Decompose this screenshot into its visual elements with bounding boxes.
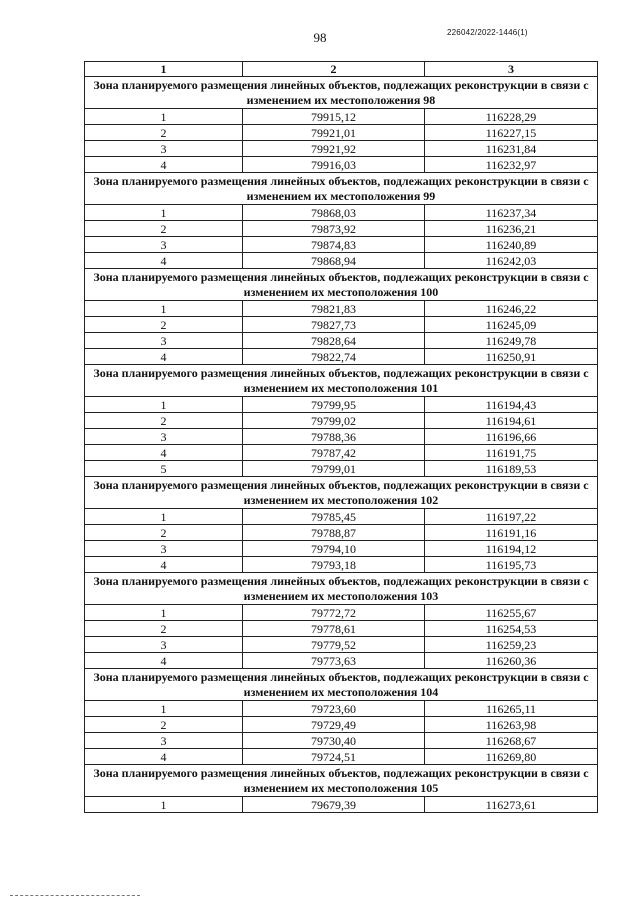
table-row	[85, 301, 598, 317]
table-row	[85, 461, 598, 477]
x-coordinate-cell: 79868,94	[243, 253, 425, 269]
zone-title: Зона планируемого размещения линейных объектов, подлежащих реконструкции в связи с изменением их местоположения 105	[85, 765, 598, 797]
x-coordinate-cell: 79788,87	[243, 525, 425, 541]
point-number-cell: 5	[85, 461, 243, 477]
x-coordinate-cell: 79779,52	[243, 637, 425, 653]
y-coordinate-cell: 116245,09	[425, 317, 598, 333]
zone-title: Зона планируемого размещения линейных объектов, подлежащих реконструкции в связи с изменением их местоположения 104	[85, 669, 598, 701]
y-coordinate-cell: 116196,66	[425, 429, 598, 445]
y-coordinate-cell: 116260,36	[425, 653, 598, 669]
x-coordinate-cell: 79773,63	[243, 653, 425, 669]
point-number-cell: 2	[85, 125, 243, 141]
table-row	[85, 349, 598, 365]
y-coordinate-cell: 116242,03	[425, 253, 598, 269]
table-row	[85, 509, 598, 525]
table-row	[85, 653, 598, 669]
table-row	[85, 429, 598, 445]
table-row	[85, 109, 598, 125]
column-header: 1	[85, 62, 243, 77]
zone-title-row	[85, 573, 598, 605]
point-number-cell: 4	[85, 157, 243, 173]
y-coordinate-cell: 116232,97	[425, 157, 598, 173]
y-coordinate-cell: 116195,73	[425, 557, 598, 573]
point-number-cell: 4	[85, 749, 243, 765]
column-header: 3	[425, 62, 598, 77]
point-number-cell: 3	[85, 141, 243, 157]
y-coordinate-cell: 116263,98	[425, 717, 598, 733]
x-coordinate-cell: 79799,01	[243, 461, 425, 477]
y-coordinate-cell: 116254,53	[425, 621, 598, 637]
x-coordinate-cell: 79915,12	[243, 109, 425, 125]
x-coordinate-cell: 79788,36	[243, 429, 425, 445]
zone-title: Зона планируемого размещения линейных объектов, подлежащих реконструкции в связи с изменением их местоположения 98	[85, 77, 598, 109]
table-row	[85, 749, 598, 765]
x-coordinate-cell: 79794,10	[243, 541, 425, 557]
point-number-cell: 3	[85, 237, 243, 253]
zone-title-row	[85, 365, 598, 397]
point-number-cell: 3	[85, 733, 243, 749]
table-body	[85, 77, 598, 813]
table-row	[85, 333, 598, 349]
y-coordinate-cell: 116249,78	[425, 333, 598, 349]
table-row	[85, 125, 598, 141]
point-number-cell: 2	[85, 221, 243, 237]
zone-title-row	[85, 765, 598, 797]
table-row	[85, 557, 598, 573]
point-number-cell: 4	[85, 653, 243, 669]
table-row	[85, 637, 598, 653]
point-number-cell: 2	[85, 317, 243, 333]
zone-title: Зона планируемого размещения линейных объектов, подлежащих реконструкции в связи с изменением их местоположения 103	[85, 573, 598, 605]
table-header-row	[85, 62, 598, 77]
x-coordinate-cell: 79874,83	[243, 237, 425, 253]
point-number-cell: 1	[85, 797, 243, 813]
point-number-cell: 2	[85, 525, 243, 541]
zone-title-row	[85, 77, 598, 109]
point-number-cell: 2	[85, 621, 243, 637]
x-coordinate-cell: 79730,40	[243, 733, 425, 749]
table-row	[85, 317, 598, 333]
point-number-cell: 3	[85, 333, 243, 349]
x-coordinate-cell: 79828,64	[243, 333, 425, 349]
y-coordinate-cell: 116255,67	[425, 605, 598, 621]
zone-title: Зона планируемого размещения линейных объектов, подлежащих реконструкции в связи с изменением их местоположения 101	[85, 365, 598, 397]
x-coordinate-cell: 79873,92	[243, 221, 425, 237]
y-coordinate-cell: 116189,53	[425, 461, 598, 477]
y-coordinate-cell: 116231,84	[425, 141, 598, 157]
x-coordinate-cell: 79724,51	[243, 749, 425, 765]
table-row	[85, 237, 598, 253]
y-coordinate-cell: 116246,22	[425, 301, 598, 317]
table-row	[85, 253, 598, 269]
x-coordinate-cell: 79921,01	[243, 125, 425, 141]
point-number-cell: 4	[85, 253, 243, 269]
x-coordinate-cell: 79772,72	[243, 605, 425, 621]
x-coordinate-cell: 79729,49	[243, 717, 425, 733]
point-number-cell: 2	[85, 413, 243, 429]
zone-title-row	[85, 477, 598, 509]
point-number-cell: 4	[85, 445, 243, 461]
table-row	[85, 717, 598, 733]
table-row	[85, 445, 598, 461]
point-number-cell: 1	[85, 205, 243, 221]
point-number-cell: 3	[85, 637, 243, 653]
y-coordinate-cell: 116228,29	[425, 109, 598, 125]
y-coordinate-cell: 116236,21	[425, 221, 598, 237]
y-coordinate-cell: 116259,23	[425, 637, 598, 653]
table-row	[85, 733, 598, 749]
y-coordinate-cell: 116250,91	[425, 349, 598, 365]
table-row	[85, 701, 598, 717]
x-coordinate-cell: 79723,60	[243, 701, 425, 717]
y-coordinate-cell: 116227,15	[425, 125, 598, 141]
column-header: 2	[243, 62, 425, 77]
y-coordinate-cell: 116191,16	[425, 525, 598, 541]
table-row	[85, 797, 598, 813]
point-number-cell: 1	[85, 397, 243, 413]
x-coordinate-cell: 79778,61	[243, 621, 425, 637]
table-row	[85, 541, 598, 557]
table-row	[85, 397, 598, 413]
scan-footer-mark	[10, 895, 140, 897]
x-coordinate-cell: 79793,18	[243, 557, 425, 573]
x-coordinate-cell: 79916,03	[243, 157, 425, 173]
x-coordinate-cell: 79868,03	[243, 205, 425, 221]
zone-title-row	[85, 669, 598, 701]
point-number-cell: 1	[85, 301, 243, 317]
y-coordinate-cell: 116191,75	[425, 445, 598, 461]
zone-title: Зона планируемого размещения линейных объектов, подлежащих реконструкции в связи с изменением их местоположения 102	[85, 477, 598, 509]
y-coordinate-cell: 116265,11	[425, 701, 598, 717]
table-row	[85, 605, 598, 621]
point-number-cell: 1	[85, 509, 243, 525]
zone-title-row	[85, 269, 598, 301]
zone-title: Зона планируемого размещения линейных объектов, подлежащих реконструкции в связи с изменением их местоположения 99	[85, 173, 598, 205]
y-coordinate-cell: 116197,22	[425, 509, 598, 525]
point-number-cell: 1	[85, 605, 243, 621]
y-coordinate-cell: 116240,89	[425, 237, 598, 253]
x-coordinate-cell: 79787,42	[243, 445, 425, 461]
y-coordinate-cell: 116273,61	[425, 797, 598, 813]
zone-title-row	[85, 173, 598, 205]
y-coordinate-cell: 116268,67	[425, 733, 598, 749]
y-coordinate-cell: 116194,43	[425, 397, 598, 413]
point-number-cell: 4	[85, 557, 243, 573]
zone-title: Зона планируемого размещения линейных объектов, подлежащих реконструкции в связи с изменением их местоположения 100	[85, 269, 598, 301]
table-row	[85, 221, 598, 237]
y-coordinate-cell: 116269,80	[425, 749, 598, 765]
x-coordinate-cell: 79822,74	[243, 349, 425, 365]
coordinates-table	[84, 61, 598, 813]
point-number-cell: 3	[85, 429, 243, 445]
point-number-cell: 3	[85, 541, 243, 557]
table-row	[85, 525, 598, 541]
y-coordinate-cell: 116237,34	[425, 205, 598, 221]
page-number: 98	[313, 30, 327, 45]
table-row	[85, 621, 598, 637]
x-coordinate-cell: 79827,73	[243, 317, 425, 333]
table-row	[85, 157, 598, 173]
point-number-cell: 2	[85, 717, 243, 733]
x-coordinate-cell: 79821,83	[243, 301, 425, 317]
point-number-cell: 1	[85, 109, 243, 125]
x-coordinate-cell: 79799,02	[243, 413, 425, 429]
table-row	[85, 413, 598, 429]
x-coordinate-cell: 79799,95	[243, 397, 425, 413]
x-coordinate-cell: 79679,39	[243, 797, 425, 813]
point-number-cell: 4	[85, 349, 243, 365]
x-coordinate-cell: 79921,92	[243, 141, 425, 157]
y-coordinate-cell: 116194,12	[425, 541, 598, 557]
table-row	[85, 205, 598, 221]
table-row	[85, 141, 598, 157]
point-number-cell: 1	[85, 701, 243, 717]
x-coordinate-cell: 79785,45	[243, 509, 425, 525]
document-id: 226042/2022-1446(1)	[447, 28, 528, 37]
y-coordinate-cell: 116194,61	[425, 413, 598, 429]
